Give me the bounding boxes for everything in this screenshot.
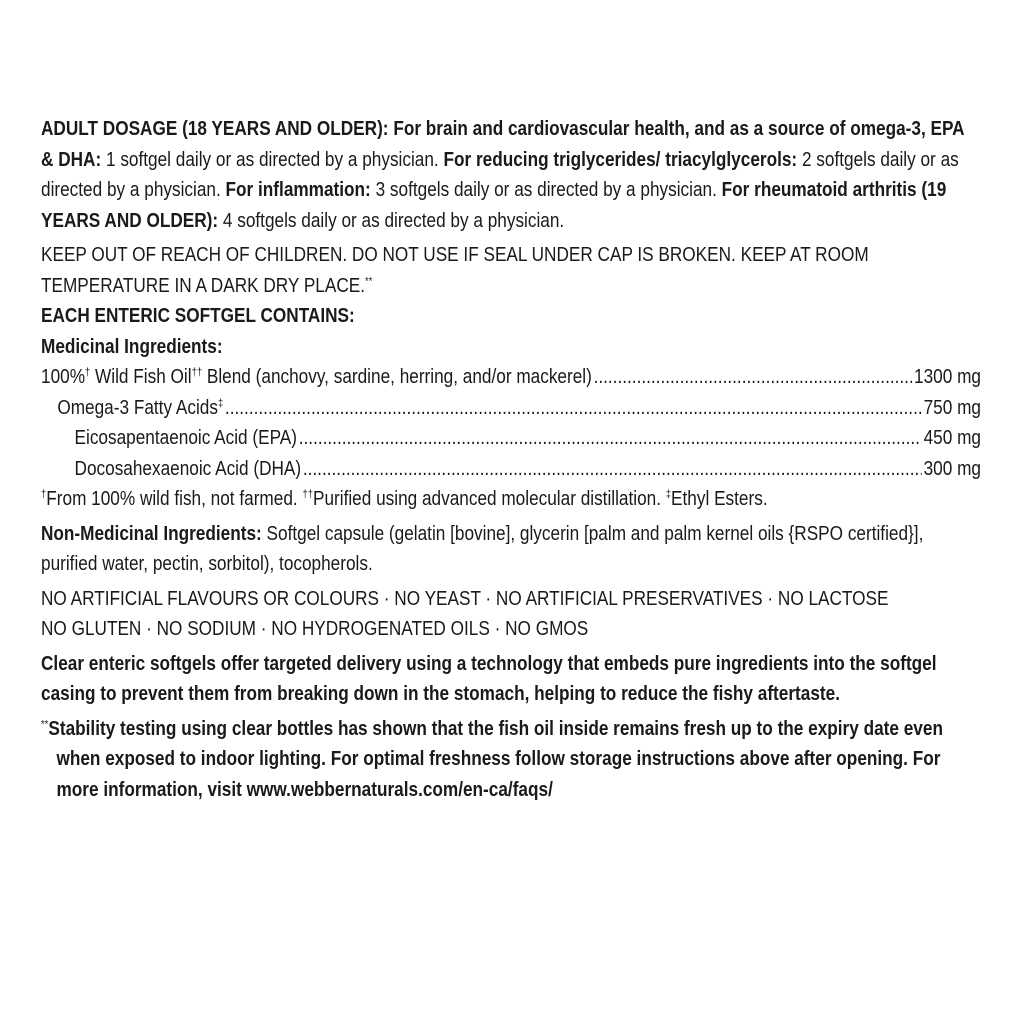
footnote-mark: ** bbox=[41, 717, 49, 730]
medicinal-heading-text: Medicinal Ingredients: bbox=[41, 335, 223, 358]
leader-dots bbox=[299, 423, 922, 454]
ingredient-name: Eicosapentaenoic Acid (EPA) bbox=[74, 427, 297, 449]
ingredient-footnotes bbox=[41, 484, 981, 515]
footnote-mark: † bbox=[41, 488, 47, 501]
dosage-inflammation-text: 3 softgels daily or as directed by a physician. bbox=[375, 179, 717, 201]
footnote-mark: ‡ bbox=[217, 396, 224, 409]
ingredient-row-epa bbox=[41, 423, 981, 454]
leader-dots bbox=[225, 393, 922, 424]
non-medicinal-paragraph bbox=[41, 519, 981, 580]
footnote-mark: † bbox=[84, 366, 91, 379]
enteric-description bbox=[41, 649, 981, 710]
dosage-inflammation-label: For inflammation: bbox=[225, 179, 371, 201]
medicinal-heading bbox=[41, 332, 981, 363]
ingredient-row-fish-oil bbox=[41, 362, 981, 393]
ingredients-table bbox=[41, 362, 981, 484]
dosage-heading: ADULT DOSAGE (18 YEARS AND OLDER): bbox=[41, 118, 389, 140]
free-from-list bbox=[41, 584, 981, 645]
warning-paragraph bbox=[41, 240, 981, 301]
dosage-arthritis-label: For rheumatoid arthritis (19 YEARS AND OLDER): bbox=[41, 179, 947, 232]
enteric-text: Clear enteric softgels offer targeted delivery using a technology that embeds pure ingredients into the softgel casing to prevent them from breaking down in the stomach, helping to reduce the fishy aftertaste. bbox=[41, 652, 937, 705]
stability-text: Stability testing using clear bottles has shown that the fish oil inside remains fresh up to the expiry date even when exposed to indoor lighting. For optimal freshness follow storage instructions above after opening. For more information, visit www.webbernaturals.com/en-ca/faqs/ bbox=[48, 717, 943, 801]
ingredient-name-part: Blend (anchovy, sardine, herring, and/or mackerel) bbox=[202, 366, 592, 388]
ingredient-amount: 1300 mg bbox=[914, 366, 981, 388]
dosage-arthritis-text: 4 softgels daily or as directed by a physician. bbox=[222, 209, 565, 232]
footnote-mark: ‡ bbox=[665, 488, 672, 501]
ingredient-name bbox=[41, 362, 592, 393]
dosage-brain-label: For brain and cardiovascular health, and as a source of omega-3, EPA & DHA: bbox=[41, 118, 964, 171]
footnote-text: Ethyl Esters. bbox=[671, 488, 768, 510]
warning-text: KEEP OUT OF REACH OF CHILDREN. DO NOT USE IF SEAL UNDER CAP IS BROKEN. KEEP AT ROOM TEMPERATURE IN A DARK DRY PLACE. bbox=[41, 244, 869, 297]
warning-footnote-mark: ** bbox=[365, 274, 373, 287]
ingredient-amount: 450 mg bbox=[923, 427, 981, 449]
ingredient-name bbox=[57, 393, 223, 424]
ingredient-name-part: Omega-3 Fatty Acids bbox=[57, 396, 218, 419]
ingredient-row-omega3 bbox=[41, 393, 981, 424]
ingredient-row-dha bbox=[41, 454, 981, 485]
leader-dots bbox=[594, 362, 913, 393]
footnote-mark: †† bbox=[191, 366, 203, 379]
free-from-line-2: NO GLUTEN · NO SODIUM · NO HYDROGENATED OILS · NO GMOS bbox=[41, 618, 589, 640]
footnote-text: Purified using advanced molecular distillation. bbox=[312, 488, 666, 510]
dosage-triglycerides-text: 2 softgels daily or as directed by a physician. bbox=[41, 148, 959, 201]
ingredient-amount: 750 mg bbox=[923, 396, 981, 419]
dosage-paragraph bbox=[41, 114, 981, 236]
free-from-line-1: NO ARTIFICIAL FLAVOURS OR COLOURS · NO YEAST · NO ARTIFICIAL PRESERVATIVES · NO LACTOSE bbox=[41, 587, 889, 610]
non-medicinal-heading: Non-Medicinal Ingredients: bbox=[41, 522, 262, 545]
dosage-brain-text: 1 softgel daily or as directed by a physician. bbox=[105, 148, 439, 171]
supplement-label bbox=[41, 114, 981, 805]
dosage-triglycerides-label: For reducing triglycerides/ triacylglycerols: bbox=[443, 148, 798, 171]
ingredient-amount: 300 mg bbox=[923, 457, 981, 480]
footnote-text: From 100% wild fish, not farmed. bbox=[46, 488, 303, 510]
ingredient-name-part: Wild Fish Oil bbox=[90, 366, 192, 388]
contains-heading-text: EACH ENTERIC SOFTGEL CONTAINS: bbox=[41, 305, 355, 327]
footnote-mark: †† bbox=[302, 488, 313, 501]
contains-heading bbox=[41, 301, 981, 332]
ingredient-name-part: 100% bbox=[41, 366, 85, 388]
leader-dots bbox=[303, 454, 922, 485]
non-medicinal-text: Softgel capsule (gelatin [bovine], glycerin [palm and palm kernel oils {RSPO certified}], purified water, pectin, sorbitol), tocopherols. bbox=[41, 522, 924, 575]
stability-note bbox=[41, 714, 981, 806]
ingredient-name: Docosahexaenoic Acid (DHA) bbox=[74, 457, 302, 480]
